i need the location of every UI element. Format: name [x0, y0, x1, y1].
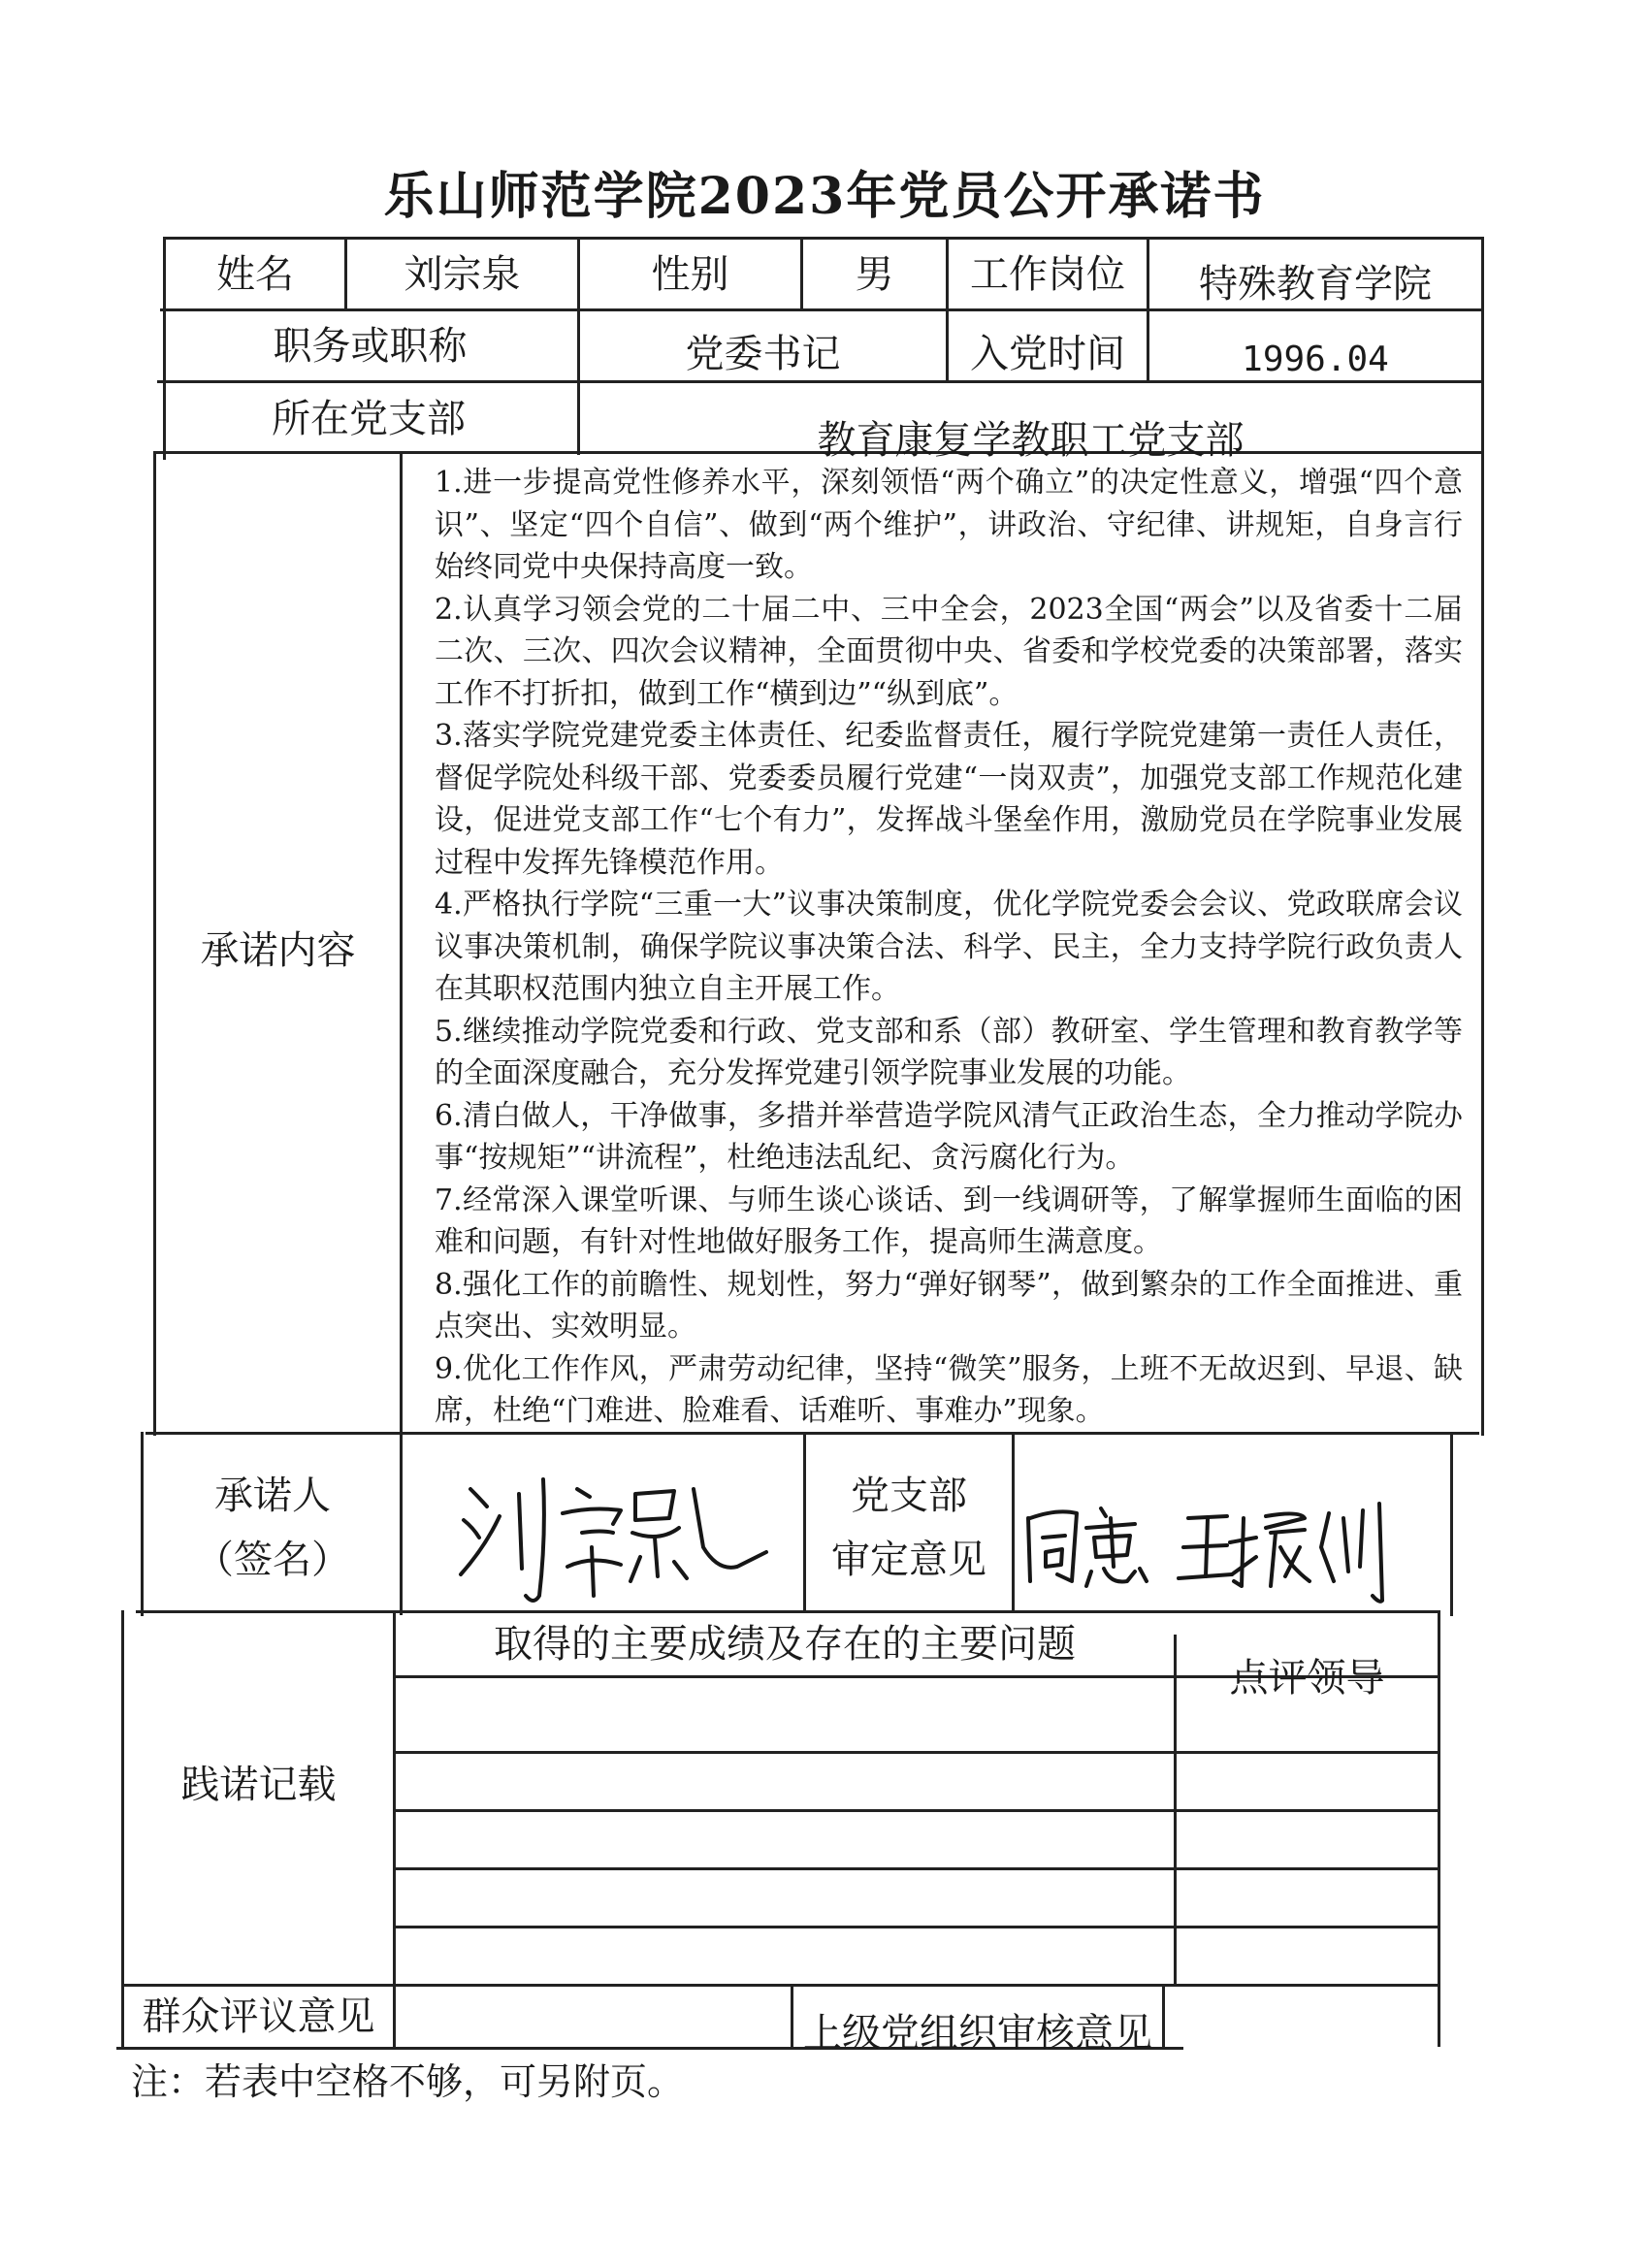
- commitment-label: 承诺内容: [200, 928, 356, 973]
- commitment-content: [435, 462, 1463, 1432]
- gender-value: 男: [855, 251, 894, 297]
- join-date-value: 1996.04: [1242, 340, 1389, 379]
- branch-approval-label-line1: 党支部: [851, 1474, 967, 1518]
- signer-signature: [446, 1460, 771, 1605]
- name-value: 刘宗泉: [404, 251, 521, 297]
- branch-label: 所在党支部: [272, 396, 466, 441]
- table-divider: [1012, 1432, 1015, 1612]
- footnote: 注：若表中空格不够，可另附页。: [131, 2060, 685, 2103]
- signer-label-line2: （签名）: [195, 1538, 350, 1582]
- branch-approval-label-line2: 审定意见: [831, 1538, 986, 1582]
- post-label: 工作岗位: [970, 251, 1125, 297]
- table-divider: [400, 451, 403, 1615]
- branch-approval-signature: [1018, 1489, 1455, 1605]
- commitment-item: 7.经常深入课堂听课、与师生谈心谈话、到一线调研等，了解掌握师生面临的困难和问题，有针对性地做好服务工作，提高师生满意度。: [435, 1183, 1463, 1259]
- commitment-item: 6.清白做人，干净做事，多措并举营造学院风清气正政治生态，全力推动学院办事“按规矩”“讲流程”，杜绝违法乱纪、贪污腐化行为。: [435, 1098, 1463, 1175]
- signer-label-line1: 承诺人: [214, 1474, 331, 1518]
- table-divider: [1162, 1984, 1165, 2047]
- record-header-main: 取得的主要成绩及存在的主要问题: [494, 1622, 1076, 1667]
- record-label: 践诺记载: [180, 1763, 337, 1807]
- table-border-right: [1481, 237, 1484, 1436]
- public-opinion-label: 群众评议意见: [142, 1994, 375, 2039]
- superior-review-label: 上级党组织审核意见: [803, 2011, 1152, 2056]
- position-label: 职务或职称: [273, 323, 468, 369]
- table-border-right: [1438, 1610, 1440, 2047]
- table-border-left: [141, 1432, 144, 1616]
- commitment-item: 9.优化工作作风，严肃劳动纪律，坚持“微笑”服务，上班不无故迟到、早退、缺席，杜绝“门难进、脸难看、话难听、事难办”现象。: [435, 1351, 1463, 1428]
- position-value: 党委书记: [685, 331, 841, 376]
- commitment-item: 4.严格执行学院“三重一大”议事决策制度，优化学院党委会会议、党政联席会议议事决策机制，确保学院议事决策合法、科学、民主，全力支持学院行政负责人在其职权范围内独立自主开展工作。: [435, 888, 1463, 1006]
- table-rule: [396, 1751, 1440, 1754]
- commitment-item: 1.进一步提高党性修养水平，深刻领悟“两个确立”的决定性意义，增强“四个意识”、坚定“四个自信”、做到“两个维护”，讲政治、守纪律、讲规矩，自身言行始终同党中央保持高度一致。: [435, 466, 1463, 584]
- gender-label: 性别: [651, 251, 729, 297]
- commitment-item: 5.继续推动学院党委和行政、党支部和系（部）教研室、学生管理和教育教学等的全面深度融合，充分发挥党建引领学院事业发展的功能。: [435, 1014, 1463, 1090]
- join-date-label: 入党时间: [970, 331, 1125, 376]
- table-rule: [396, 1867, 1440, 1870]
- table-rule: [396, 1809, 1440, 1812]
- name-label: 姓名: [216, 251, 294, 297]
- branch-approval-label: [806, 1455, 1012, 1601]
- table-rule: [396, 1926, 1440, 1928]
- signer-label: [146, 1455, 400, 1601]
- record-header-reviewer: 点评领导: [1229, 1656, 1385, 1701]
- commitment-item: 3.落实学院党建党委主体责任、纪委监督责任，履行学院党建第一责任人责任，督促学院处科级干部、党委委员履行党建“一岗双责”，加强党支部工作规范化建设，促进党支部工作“七个有力”，发挥战斗堡垒作用，激励党员在学院事业发展过程中发挥先锋模范作用。: [435, 719, 1463, 880]
- post-value: 特殊教育学院: [1199, 261, 1432, 307]
- table-divider: [393, 1610, 396, 2047]
- branch-value: 教育康复学教职工党支部: [817, 417, 1245, 463]
- commitment-item: 8.强化工作的前瞻性、规划性，努力“弹好钢琴”，做到繁杂的工作全面推进、重点突出、实效明显。: [435, 1267, 1463, 1344]
- commitment-item: 2.认真学习领会党的二十届二中、三中全会，2023全国“两会”以及省委十二届二次、三次、四次会议精神，全面贯彻中央、省委和学校党委的决策部署，落实工作不打折扣，做到工作“横到边”“纵到底”。: [435, 592, 1463, 711]
- document-title: 乐山师范学院2023年党员公开承诺书: [383, 167, 1266, 226]
